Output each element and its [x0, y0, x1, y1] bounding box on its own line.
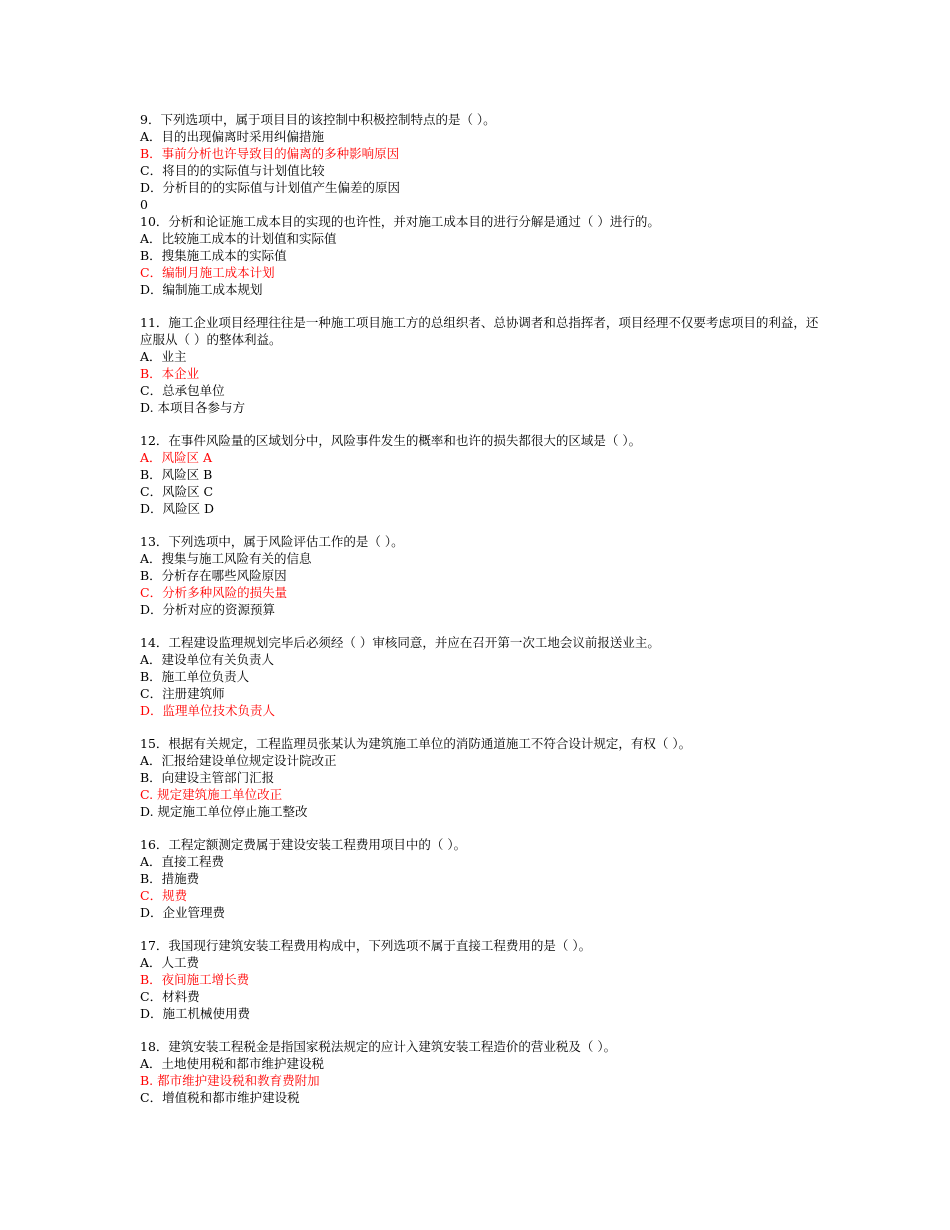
trailing-text: 0	[140, 197, 148, 212]
option-text: D．分析对应的资源预算	[140, 602, 276, 617]
block-gap	[140, 618, 820, 634]
option-text: A．直接工程费	[140, 854, 225, 869]
option-text: C．增值税和都市维护建设税	[140, 1090, 300, 1105]
question-text: 12．在事件风险量的区域划分中，风险事件发生的概率和也许的损失都很大的区域是（ ）。	[140, 433, 642, 448]
option-text: B．搜集施工成本的实际值	[140, 248, 287, 263]
option-text: A．建设单位有关负责人	[140, 652, 275, 667]
block-gap	[140, 820, 820, 836]
option-answer: C．编制月施工成本计划	[140, 265, 275, 280]
question-text: 9．下列选项中，属于项目目的该控制中积极控制特点的是（ ）。	[140, 112, 496, 127]
option-text: D．企业管理费	[140, 905, 226, 920]
option-answer: C. 规定建筑施工单位改正	[140, 787, 283, 802]
block-gap	[140, 298, 820, 314]
option-text: C．将目的的实际值与计划值比较	[140, 163, 325, 178]
question-text: 18．建筑安装工程税金是指国家税法规定的应计入建筑安装工程造价的营业税及（ ）。	[140, 1039, 617, 1054]
document-page	[140, 111, 820, 1106]
option-answer: B．本企业	[140, 366, 200, 381]
option-text: D．分析目的的实际值与计划值产生偏差的原因	[140, 180, 401, 195]
question-text: 14．工程建设监理规划完毕后必须经（ ）审核同意，并应在召开第一次工地会议前报送业主。	[140, 635, 660, 650]
option-text: A．土地使用税和都市维护建设税	[140, 1056, 325, 1071]
option-answer: B．夜间施工增长费	[140, 972, 250, 987]
option-text: D. 本项目各参与方	[140, 400, 246, 415]
option-text: A．业主	[140, 349, 187, 364]
option-text: D. 规定施工单位停止施工整改	[140, 804, 308, 819]
option-answer: C．规费	[140, 888, 188, 903]
option-text: A．汇报给建设单位规定设计院改正	[140, 753, 337, 768]
block-gap	[140, 921, 820, 937]
option-text: B．风险区 B	[140, 467, 213, 482]
block-gap	[140, 517, 820, 533]
option-answer: B．事前分析也许导致目的偏离的多种影响原因	[140, 146, 400, 161]
option-text: C．材料费	[140, 989, 200, 1004]
question-text: 11．施工企业项目经理往往是一种施工项目施工方的总组织者、总协调者和总指挥者，项目经理不仅要考虑项目的利益，还应服从（ ）的整体利益。	[140, 315, 819, 347]
option-text: A．搜集与施工风险有关的信息	[140, 551, 312, 566]
question-text: 15．根据有关规定，工程监理员张某认为建筑施工单位的消防通道施工不符合设计规定，有权（ ）。	[140, 736, 692, 751]
question-text: 16．工程定额测定费属于建设安装工程费用项目中的（ ）。	[140, 837, 467, 852]
option-text: B．分析存在哪些风险原因	[140, 568, 287, 583]
option-answer: B. 都市维护建设税和教育费附加	[140, 1073, 320, 1088]
option-text: C．总承包单位	[140, 383, 225, 398]
option-text: C．注册建筑师	[140, 686, 225, 701]
option-answer: A．风险区 A	[140, 450, 213, 465]
block-gap	[140, 416, 820, 432]
option-answer: D．监理单位技术负责人	[140, 703, 276, 718]
option-text: C．风险区 C	[140, 484, 214, 499]
question-text: 10．分析和论证施工成本目的实现的也许性，并对施工成本目的进行分解是通过（ ）进行的。	[140, 214, 660, 229]
block-gap	[140, 1022, 820, 1038]
question-text: 17．我国现行建筑安装工程费用构成中，下列选项不属于直接工程费用的是（ ）。	[140, 938, 592, 953]
option-answer: C．分析多种风险的损失量	[140, 585, 288, 600]
option-text: D．风险区 D	[140, 501, 215, 516]
option-text: B．向建设主管部门汇报	[140, 770, 275, 785]
option-text: D．施工机械使用费	[140, 1006, 251, 1021]
question-text: 13．下列选项中，属于风险评估工作的是（ ）。	[140, 534, 404, 549]
option-text: A．人工费	[140, 955, 200, 970]
option-text: A．比较施工成本的计划值和实际值	[140, 231, 337, 246]
option-text: A．目的出现偏离时采用纠偏措施	[140, 129, 325, 144]
option-text: D．编制施工成本规划	[140, 282, 263, 297]
option-text: B．措施费	[140, 871, 200, 886]
block-gap	[140, 719, 820, 735]
option-text: B．施工单位负责人	[140, 669, 250, 684]
